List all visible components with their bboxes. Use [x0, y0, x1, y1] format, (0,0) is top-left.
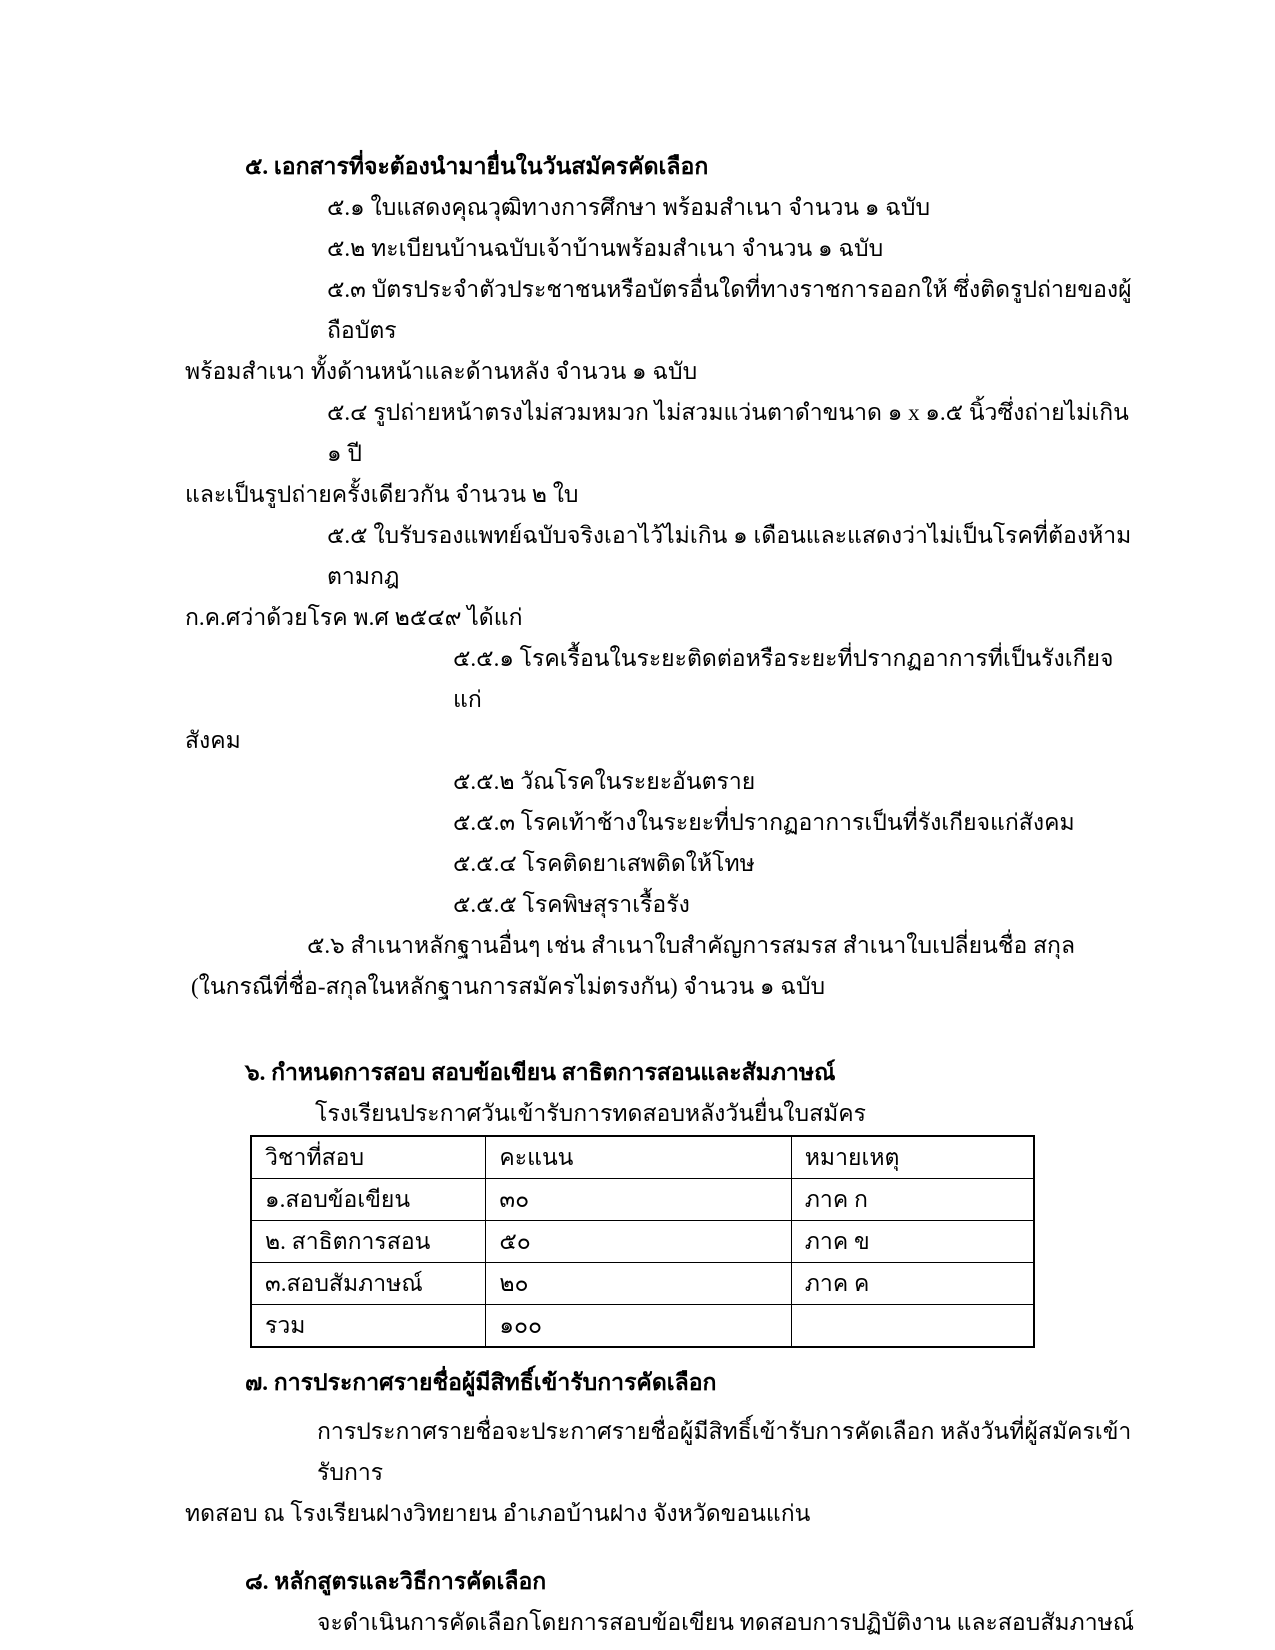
item-5-6-cont: (ในกรณีที่ชื่อ-สกุลในหลักฐานการสมัครไม่ตรงกัน) จำนวน ๑ ฉบับ [191, 974, 826, 999]
section5-heading: ๕. เอกสารที่จะต้องนำมายื่นในวันสมัครคัดเลือก [245, 154, 709, 179]
section8-body-line1: จะดำเนินการคัดเลือกโดยการสอบข้อเขียน ทดสอบการปฏิบัติงาน และสอบสัมภาษณ์ [317, 1610, 1135, 1635]
cell-subject: ๓.สอบสัมภาษณ์ [251, 1263, 486, 1305]
item-5-5-2: ๕.๕.๒ วัณโรคในระยะอันตราย [453, 769, 756, 794]
header-cell-score: คะแนน [486, 1136, 791, 1179]
table-row [251, 1179, 1034, 1221]
section7-body-line1: การประกาศรายชื่อจะประกาศรายชื่อผู้มีสิทธิ์เข้ารับการคัดเลือก หลังวันที่ผู้สมัครเข้ารับการ [317, 1419, 1132, 1485]
item-5-1: ๕.๑ ใบแสดงคุณวุฒิทางการศึกษา พร้อมสำเนา จำนวน ๑ ฉบับ [327, 195, 931, 220]
item-5-5-4: ๕.๕.๔ โรคติดยาเสพติดให้โทษ [453, 851, 755, 876]
section7-heading: ๗. การประกาศรายชื่อผู้มีสิทธิ์เข้ารับการคัดเลือก [245, 1370, 717, 1395]
header-cell-remark: หมายเหตุ [791, 1136, 1034, 1179]
item-5-3-cont: พร้อมสำเนา ทั้งด้านหน้าและด้านหลัง จำนวน ๑ ฉบับ [185, 359, 698, 384]
item-5-4: ๕.๔ รูปถ่ายหน้าตรงไม่สวมหมวก ไม่สวมแว่นตาดำขนาด ๑ x ๑.๕ นิ้วซึ่งถ่ายไม่เกิน ๑ ปี [327, 400, 1129, 466]
section6-subtitle: โรงเรียนประกาศวันเข้ารับการทดสอบหลังวันยื่นใบสมัคร [315, 1101, 867, 1126]
table-row [251, 1221, 1034, 1263]
cell-remark: ภาค ข [791, 1221, 1034, 1263]
table-total-row [251, 1305, 1034, 1348]
item-5-4-cont: และเป็นรูปถ่ายครั้งเดียวกัน จำนวน ๒ ใบ [185, 482, 579, 507]
cell-score: ๕๐ [486, 1221, 791, 1263]
cell-total-score: ๑๐๐ [486, 1305, 791, 1348]
cell-total-label: รวม [251, 1305, 486, 1348]
cell-remark: ภาค ค [791, 1263, 1034, 1305]
section7-body-line2: ทดสอบ ณ โรงเรียนฝางวิทยายน อำเภอบ้านฝาง จังหวัดขอนแก่น [185, 1501, 811, 1526]
cell-score: ๓๐ [486, 1179, 791, 1221]
cell-subject: ๑.สอบข้อเขียน [251, 1179, 486, 1221]
section8-heading: ๘. หลักสูตรและวิธีการคัดเลือก [245, 1569, 547, 1594]
cell-subject: ๒. สาธิตการสอน [251, 1221, 486, 1263]
cell-score: ๒๐ [486, 1263, 791, 1305]
header-cell-subject: วิชาที่สอบ [251, 1136, 486, 1179]
item-5-5-cont: ก.ค.ศว่าด้วยโรค พ.ศ ๒๕๔๙ ได้แก่ [185, 605, 523, 630]
table-header-row [251, 1136, 1034, 1179]
table-row [251, 1263, 1034, 1305]
item-5-5-3: ๕.๕.๓ โรคเท้าช้างในระยะที่ปรากฏอาการเป็นที่รังเกียจแก่สังคม [453, 810, 1075, 835]
item-5-2: ๕.๒ ทะเบียนบ้านฉบับเจ้าบ้านพร้อมสำเนา จำนวน ๑ ฉบับ [327, 236, 884, 261]
exam-score-table [250, 1135, 1035, 1348]
cell-remark: ภาค ก [791, 1179, 1034, 1221]
item-5-5: ๕.๕ ใบรับรองแพทย์ฉบับจริงเอาไว้ไม่เกิน ๑ เดือนและแสดงว่าไม่เป็นโรคที่ต้องห้ามตามกฎ [327, 523, 1132, 589]
item-5-5-1: ๕.๕.๑ โรคเรื้อนในระยะติดต่อหรือระยะที่ปรากฏอาการที่เป็นรังเกียจแก่ [453, 646, 1114, 712]
item-5-6: ๕.๖ สำเนาหลักฐานอื่นๆ เช่น สำเนาใบสำคัญการสมรส สำเนาใบเปลี่ยนชื่อ สกุล [307, 933, 1076, 958]
section6-heading: ๖. กำหนดการสอบ สอบข้อเขียน สาธิตการสอนและสัมภาษณ์ [245, 1060, 836, 1085]
item-5-5-5: ๕.๕.๕ โรคพิษสุราเรื้อรัง [453, 892, 690, 917]
item-5-5-1-cont: สังคม [185, 728, 241, 753]
item-5-3: ๕.๓ บัตรประจำตัวประชาชนหรือบัตรอื่นใดที่ทางราชการออกให้ ซึ่งติดรูปถ่ายของผู้ถือบัตร [327, 277, 1132, 343]
cell-total-remark [791, 1305, 1034, 1348]
